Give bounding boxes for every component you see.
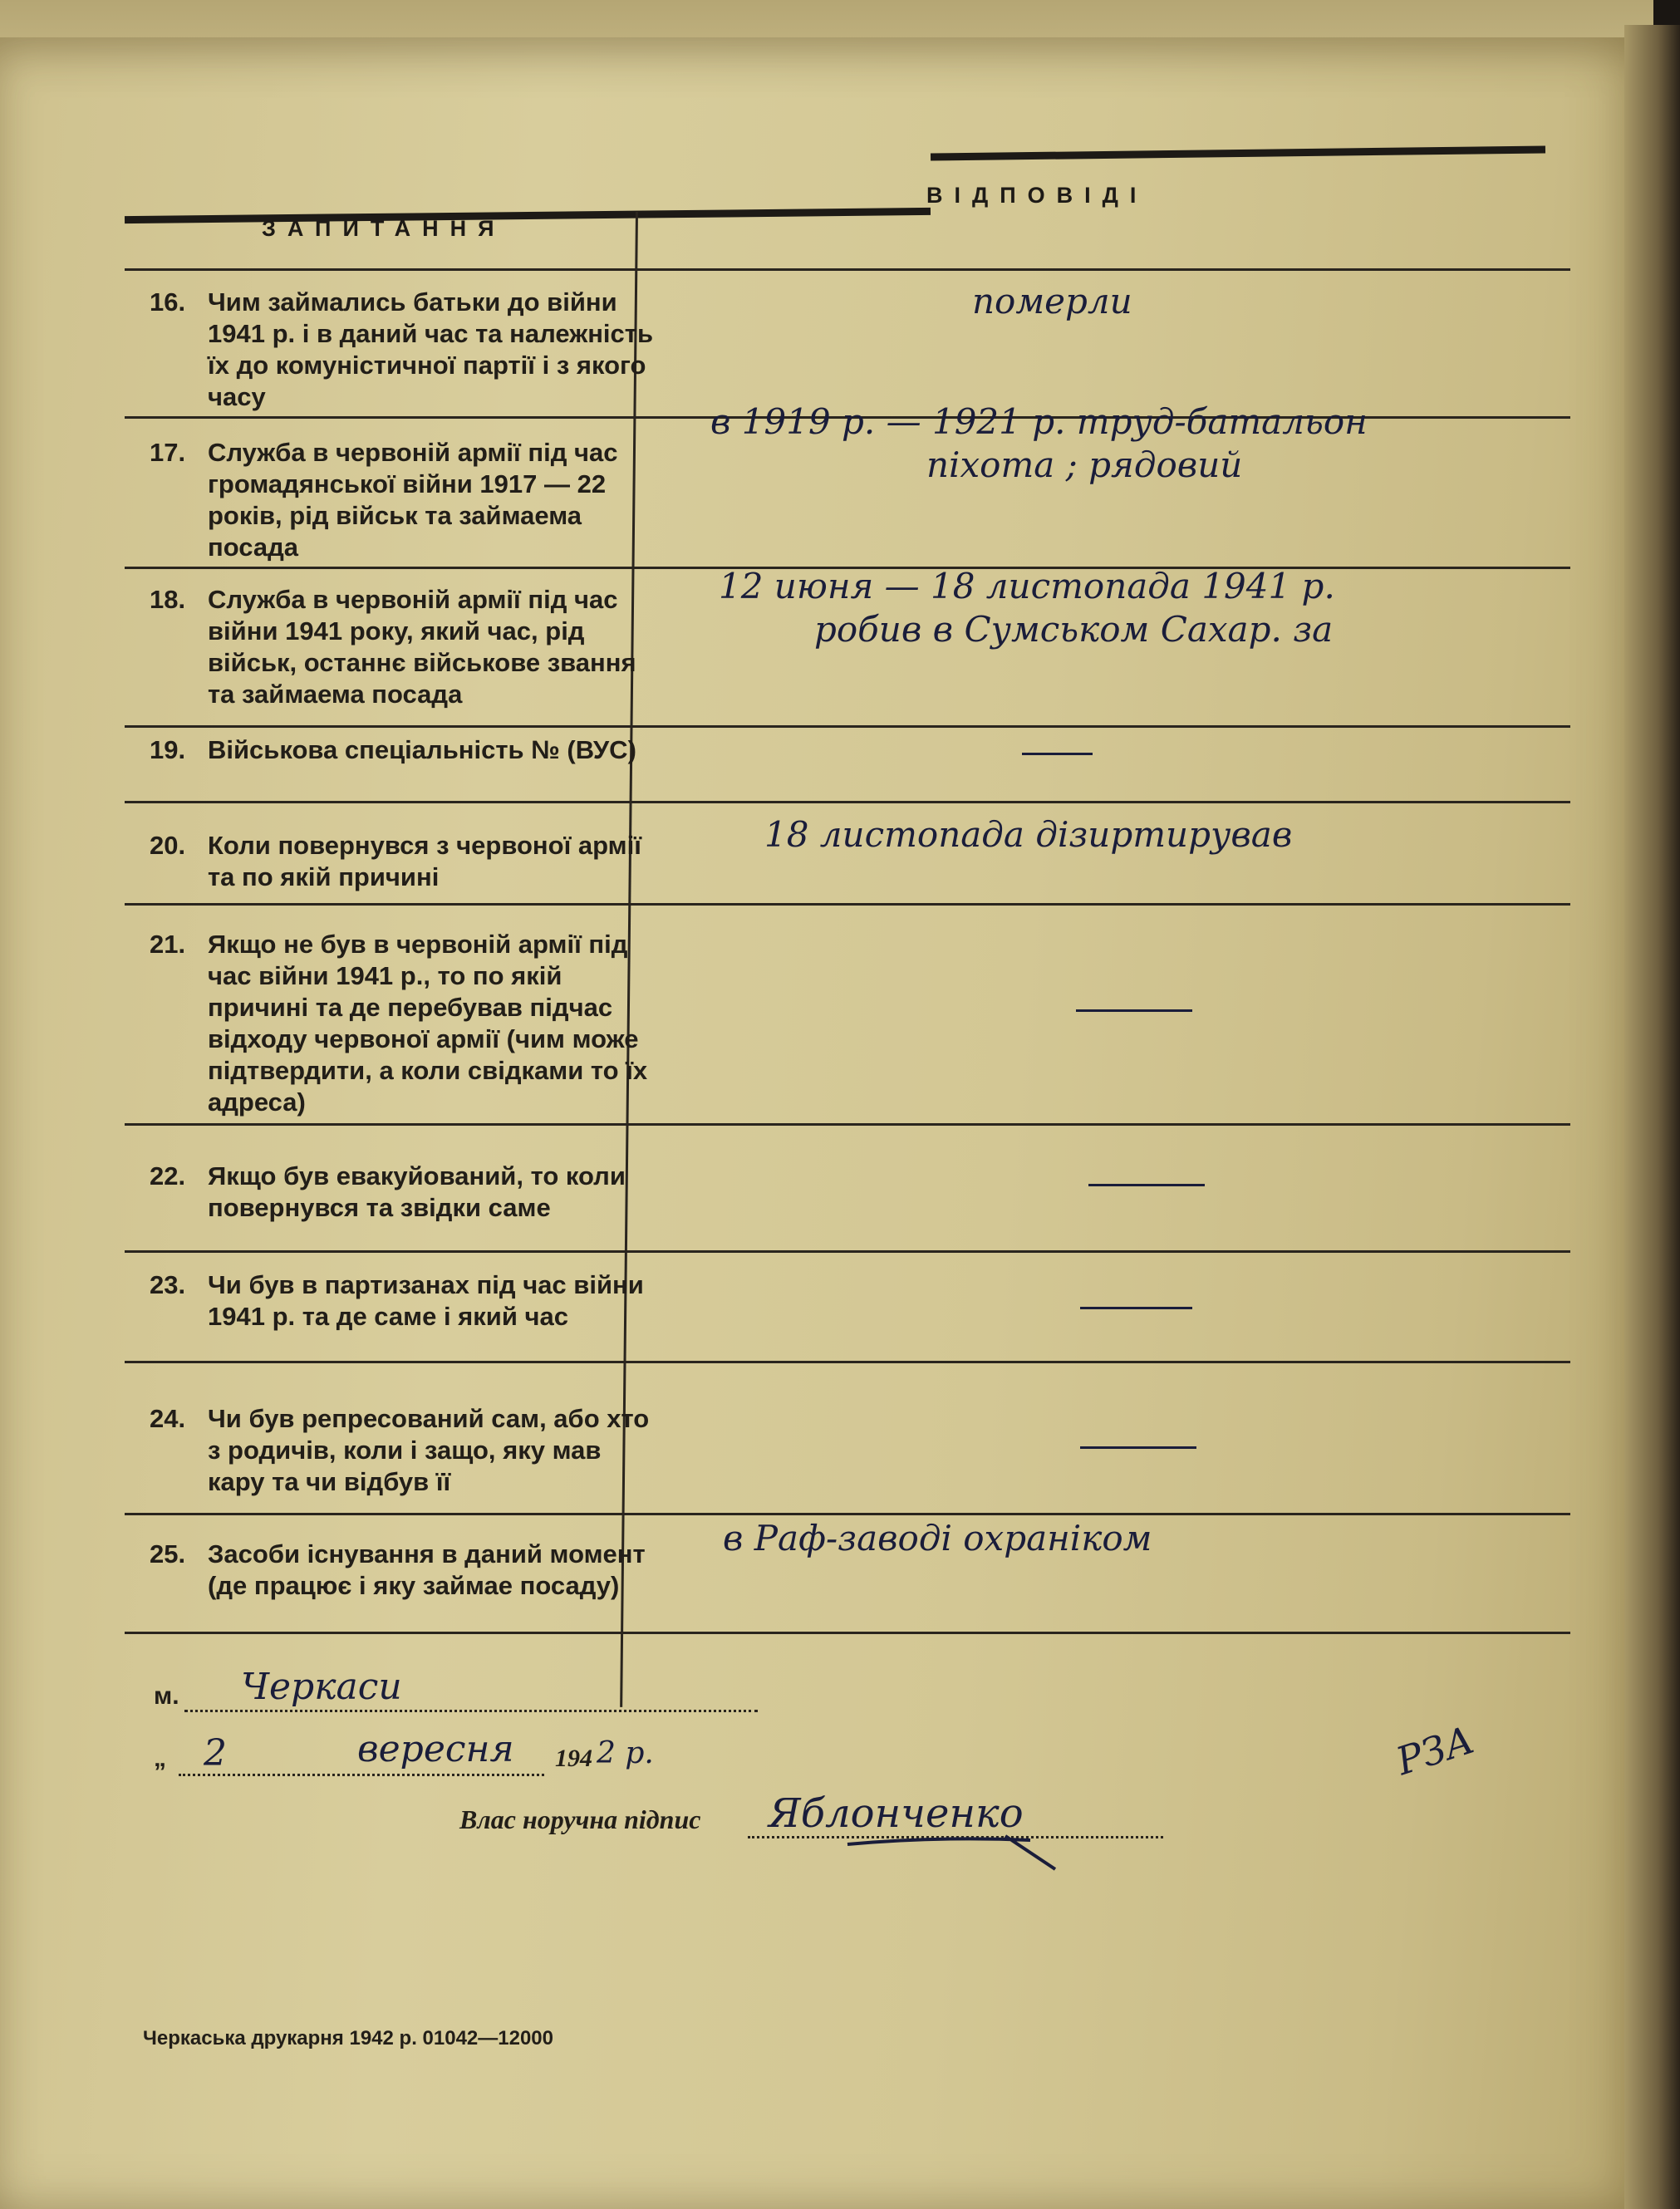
question-text: Чи був в партизанах під час війни 1941 р. та де саме і який час (208, 1270, 644, 1331)
question-text: Чи був репресований сам, або хто з родичів, коли і защо, яку мав кару та чи відбув її (208, 1404, 650, 1496)
answer-21-dash (1076, 1009, 1192, 1012)
date-day: 2 (204, 1732, 227, 1775)
table-row-21 (125, 906, 1570, 1126)
question-number: 20. (150, 831, 186, 860)
answer-line: робив в Сумськом Сахар. за (814, 609, 1334, 650)
table-row-22 (125, 1126, 1570, 1253)
answer-line: померли (972, 281, 1132, 322)
signature-flourish (839, 1811, 1088, 1878)
answer-line: в 1919 р. — 1921 р. труд-батальон (710, 401, 1368, 442)
place-prefix: м. (154, 1682, 179, 1710)
answer-18 (719, 565, 1591, 651)
date-underline (179, 1774, 544, 1776)
answer-17 (710, 400, 1583, 487)
header-rule-left (125, 208, 931, 223)
question-number: 18. (150, 585, 186, 614)
date-year-suffix: 2 р. (597, 1736, 654, 1770)
answer-line: 18 листопада дізиртирував (764, 814, 1293, 855)
question-text: Військова спеціальність № (ВУС) (208, 735, 636, 764)
question-text: Коли повернувся з червоної армії та по якій причині (208, 831, 641, 891)
table-row-24 (125, 1363, 1570, 1515)
question-number: 23. (150, 1270, 186, 1299)
question-text: Якщо був евакуйований, то коли повернувся та звідки саме (208, 1161, 626, 1222)
header-rule-right (931, 145, 1545, 160)
answers-header: ВІДПОВІДІ (926, 183, 1148, 208)
question-number: 19. (150, 735, 186, 764)
question-number: 22. (150, 1161, 186, 1190)
question-18 (150, 584, 665, 710)
answer-25 (723, 1517, 1595, 1560)
question-number: 24. (150, 1404, 186, 1433)
question-20 (150, 830, 665, 893)
question-text: Чим займались батьки до війни 1941 р. і в даний час та належність їх до комуністичної партії і з якого часу (208, 287, 654, 411)
question-24 (150, 1403, 665, 1498)
question-text: Засоби існування в даний момент (де працює і яку займае посаду) (208, 1539, 646, 1600)
page-edge (1624, 25, 1680, 2209)
signature-label: Влас норучна підпис (459, 1804, 701, 1834)
date-month: вересня (357, 1728, 514, 1770)
print-footer: Черкаська друкарня 1942 р. 01042—12000 (143, 2027, 554, 2049)
question-23 (150, 1269, 665, 1333)
question-22 (150, 1161, 665, 1224)
question-text: Служба в червоній армії під час війни 1941 року, який час, рід військ, останнє військове звання та займаема посада (208, 585, 636, 709)
answer-16 (972, 280, 1680, 323)
table-row-19 (125, 728, 1570, 803)
question-text: Служба в червоній армії під час громадянської війни 1917 — 22 років, рід військ та займаема посада (208, 438, 618, 562)
margin-note: РЗА (1390, 1716, 1480, 1784)
answer-22-dash (1088, 1184, 1205, 1186)
question-25 (150, 1539, 665, 1602)
questions-header: ЗАПИТАННЯ (262, 216, 506, 241)
table-row-18 (125, 566, 1570, 728)
answer-24-dash (1080, 1446, 1196, 1449)
place-value: Черкаси (241, 1666, 402, 1708)
question-16 (150, 287, 665, 413)
place-underline (184, 1710, 758, 1712)
place-line (154, 1682, 179, 1711)
questionnaire-table (125, 145, 1562, 1699)
table-row-23 (125, 1253, 1570, 1363)
question-number: 17. (150, 438, 186, 467)
answer-23-dash (1080, 1307, 1192, 1309)
question-number: 16. (150, 287, 186, 317)
table-row-16 (125, 270, 1570, 419)
answer-20 (764, 813, 1637, 857)
question-number: 21. (150, 930, 186, 959)
question-21 (150, 929, 665, 1118)
date-year-prefix: 194 (555, 1745, 592, 1772)
answer-19-dash (1022, 753, 1093, 755)
question-17 (150, 437, 665, 563)
question-text: Якщо не був в червоній армії під час війни 1941 р., то по якій причині та де перебував підчас відходу червоної армії (чим може підтвердити, а коли свідками то їх адреса) (208, 930, 648, 1117)
answer-line: в Раф-заводі охраніком (723, 1518, 1152, 1559)
table-row-20 (125, 803, 1570, 906)
date-quote: „ (154, 1745, 166, 1772)
answer-line: піхота ; рядовий (926, 444, 1243, 485)
answer-line: 12 июня — 18 листопада 1941 р. (719, 566, 1335, 606)
table-row-25 (125, 1515, 1570, 1634)
signature-value: Яблонченко (769, 1790, 1024, 1837)
table-row-17 (125, 401, 1570, 569)
question-number: 25. (150, 1539, 186, 1568)
question-19 (150, 734, 665, 766)
